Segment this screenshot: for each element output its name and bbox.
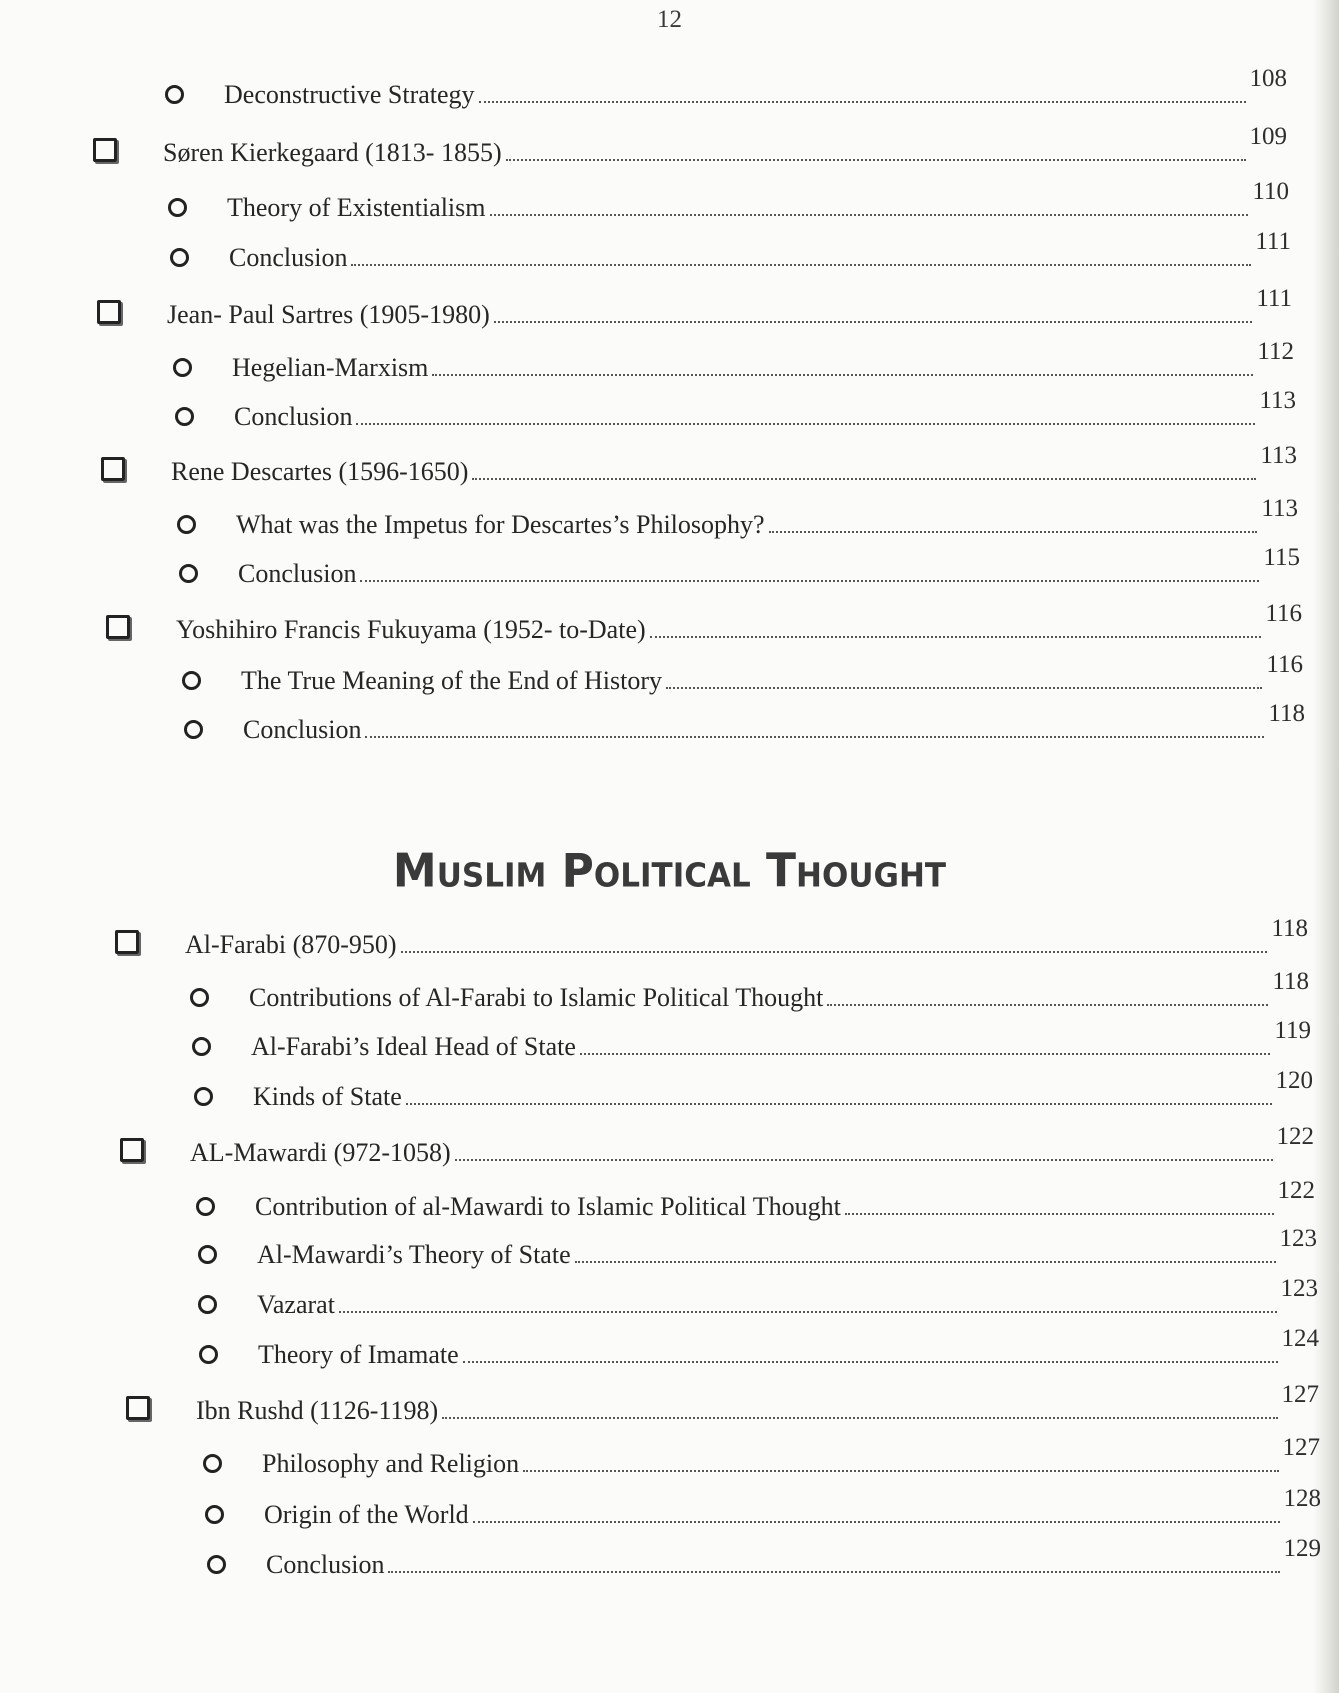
toc-entry-title: Conclusion [238, 559, 357, 588]
dot-leader [827, 1004, 1268, 1006]
dot-leader [580, 1053, 1271, 1055]
toc-entry-page: 110 [1252, 178, 1289, 205]
toc-entry [199, 1325, 1319, 1370]
toc-entry-page: 122 [1276, 1123, 1314, 1150]
dot-leader [506, 159, 1246, 161]
toc-entry-title: What was the Impetus for Descartes’s Philosophy? [236, 510, 765, 539]
toc-entry-title: Contribution of al-Mawardi to Islamic Political Thought [255, 1192, 841, 1221]
toc-entry [192, 1017, 1311, 1062]
dot-leader [472, 478, 1256, 480]
circle-bullet-icon [168, 198, 187, 217]
section-heading: Muslim Political Thought [392, 844, 947, 899]
toc-entry-page: 118 [1271, 915, 1308, 942]
circle-bullet-icon [198, 1245, 217, 1264]
toc-entry-title: Theory of Imamate [258, 1340, 459, 1369]
toc-entry [196, 1177, 1315, 1222]
dot-leader [666, 687, 1262, 689]
toc-entry-page: 119 [1274, 1017, 1311, 1044]
dot-leader [490, 214, 1249, 216]
toc-entry [175, 387, 1296, 432]
toc-entry-title: Contributions of Al-Farabi to Islamic Political Thought [249, 983, 824, 1012]
toc-entry [168, 178, 1289, 223]
dot-leader [339, 1311, 1277, 1313]
toc-entry-page: 124 [1281, 1325, 1319, 1352]
toc-entry [177, 495, 1298, 540]
toc-entry-page: 113 [1260, 442, 1297, 469]
toc-entry-page: 116 [1266, 651, 1303, 678]
circle-bullet-icon [198, 1295, 217, 1314]
dot-leader [406, 1103, 1272, 1105]
toc-entry [126, 1381, 1319, 1426]
dot-leader [494, 321, 1253, 323]
toc-entry-page: 127 [1281, 1381, 1319, 1408]
dot-leader [479, 101, 1246, 103]
toc-entry-title: Søren Kierkegaard (1813- 1855) [163, 138, 502, 167]
toc-entry [173, 338, 1294, 383]
circle-bullet-icon [192, 1037, 211, 1056]
toc-entry-title: Ibn Rushd (1126-1198) [196, 1396, 439, 1425]
circle-bullet-icon [205, 1505, 224, 1524]
toc-entry-page: 128 [1283, 1485, 1321, 1512]
dot-leader [455, 1159, 1273, 1161]
toc-entry-title: Conclusion [234, 402, 353, 431]
toc-entry-title: Al-Mawardi’s Theory of State [257, 1240, 571, 1269]
toc-entry [170, 228, 1291, 273]
toc-entry-title: Deconstructive Strategy [224, 80, 475, 109]
dot-leader [351, 264, 1251, 266]
circle-bullet-icon [194, 1087, 213, 1106]
page-number: 12 [657, 6, 682, 33]
dot-leader [356, 423, 1255, 425]
dot-leader [473, 1521, 1280, 1523]
toc-entry-page: 120 [1275, 1067, 1313, 1094]
toc-entry-title: Conclusion [266, 1550, 385, 1579]
square-bullet-icon [97, 300, 121, 324]
toc-entry-page: 112 [1257, 338, 1294, 365]
toc-entry [203, 1434, 1320, 1479]
toc-entry [179, 544, 1300, 589]
toc-entry-title: Hegelian-Marxism [232, 353, 429, 382]
toc-entry-title: The True Meaning of the End of History [241, 666, 663, 695]
dot-leader [650, 636, 1262, 638]
circle-bullet-icon [182, 671, 201, 690]
circle-bullet-icon [196, 1197, 215, 1216]
circle-bullet-icon [173, 358, 192, 377]
square-bullet-icon [120, 1138, 144, 1162]
dot-leader [769, 531, 1258, 533]
toc-entry [198, 1275, 1318, 1320]
toc-entry-title: Al-Farabi (870-950) [185, 930, 397, 959]
toc-entry-title: Vazarat [257, 1290, 335, 1319]
toc-entry-page: 123 [1279, 1225, 1317, 1252]
dot-leader [360, 580, 1259, 582]
toc-entry [106, 600, 1302, 645]
circle-bullet-icon [175, 407, 194, 426]
toc-entry-title: Conclusion [229, 243, 348, 272]
toc-entry-page: 127 [1282, 1434, 1320, 1461]
square-bullet-icon [101, 457, 125, 481]
circle-bullet-icon [207, 1555, 226, 1574]
toc-entry-page: 116 [1265, 600, 1302, 627]
toc-entry-title: Yoshihiro Francis Fukuyama (1952- to-Date) [176, 615, 646, 644]
toc-entry [184, 700, 1305, 745]
toc-entry-title: Theory of Existentialism [227, 193, 486, 222]
toc-entry [190, 968, 1309, 1013]
square-bullet-icon [115, 930, 139, 954]
dot-leader [523, 1470, 1278, 1472]
toc-entry-title: Rene Descartes (1596-1650) [171, 457, 469, 486]
toc-entry-page: 118 [1268, 700, 1305, 727]
circle-bullet-icon [165, 85, 184, 104]
toc-entry-page: 129 [1283, 1535, 1321, 1562]
toc-entry-title: Kinds of State [253, 1082, 402, 1111]
toc-entry [97, 285, 1292, 330]
toc-entry-page: 115 [1263, 544, 1300, 571]
toc-entry-title: Jean- Paul Sartres (1905-1980) [167, 300, 490, 329]
circle-bullet-icon [190, 988, 209, 1007]
dot-leader [442, 1417, 1277, 1419]
toc-entry-page: 109 [1249, 123, 1287, 150]
toc-entry-page: 123 [1280, 1275, 1318, 1302]
circle-bullet-icon [170, 248, 189, 267]
toc-entry [194, 1067, 1313, 1112]
toc-entry-title: Conclusion [243, 715, 362, 744]
toc-entry-page: 108 [1249, 65, 1287, 92]
toc-entry-title: AL-Mawardi (972-1058) [190, 1138, 451, 1167]
toc-entry [120, 1123, 1314, 1168]
circle-bullet-icon [177, 515, 196, 534]
toc-entry [101, 442, 1297, 487]
square-bullet-icon [126, 1396, 150, 1420]
toc-entry [182, 651, 1303, 696]
circle-bullet-icon [199, 1345, 218, 1364]
dot-leader [845, 1213, 1274, 1215]
circle-bullet-icon [179, 564, 198, 583]
toc-entry [205, 1485, 1321, 1530]
dot-leader [463, 1361, 1278, 1363]
toc-entry-page: 113 [1261, 495, 1298, 522]
circle-bullet-icon [203, 1454, 222, 1473]
toc-entry-page: 113 [1259, 387, 1296, 414]
circle-bullet-icon [184, 720, 203, 739]
toc-entry [93, 123, 1287, 168]
square-bullet-icon [93, 138, 117, 162]
toc-entry-title: Al-Farabi’s Ideal Head of State [251, 1032, 576, 1061]
toc-entry-page: 111 [1255, 228, 1291, 255]
dot-leader [388, 1571, 1279, 1573]
toc-entry [115, 915, 1308, 960]
toc-entry [207, 1535, 1321, 1580]
dot-leader [365, 736, 1264, 738]
toc-entry-page: 111 [1256, 285, 1292, 312]
toc-entry [165, 65, 1287, 110]
toc-entry-title: Origin of the World [264, 1500, 469, 1529]
dot-leader [575, 1261, 1276, 1263]
toc-entry-page: 122 [1277, 1177, 1315, 1204]
dot-leader [401, 951, 1268, 953]
toc-entry [198, 1225, 1317, 1270]
toc-entry-title: Philosophy and Religion [262, 1449, 520, 1478]
toc-entry-page: 118 [1272, 968, 1309, 995]
square-bullet-icon [106, 615, 130, 639]
dot-leader [432, 374, 1253, 376]
